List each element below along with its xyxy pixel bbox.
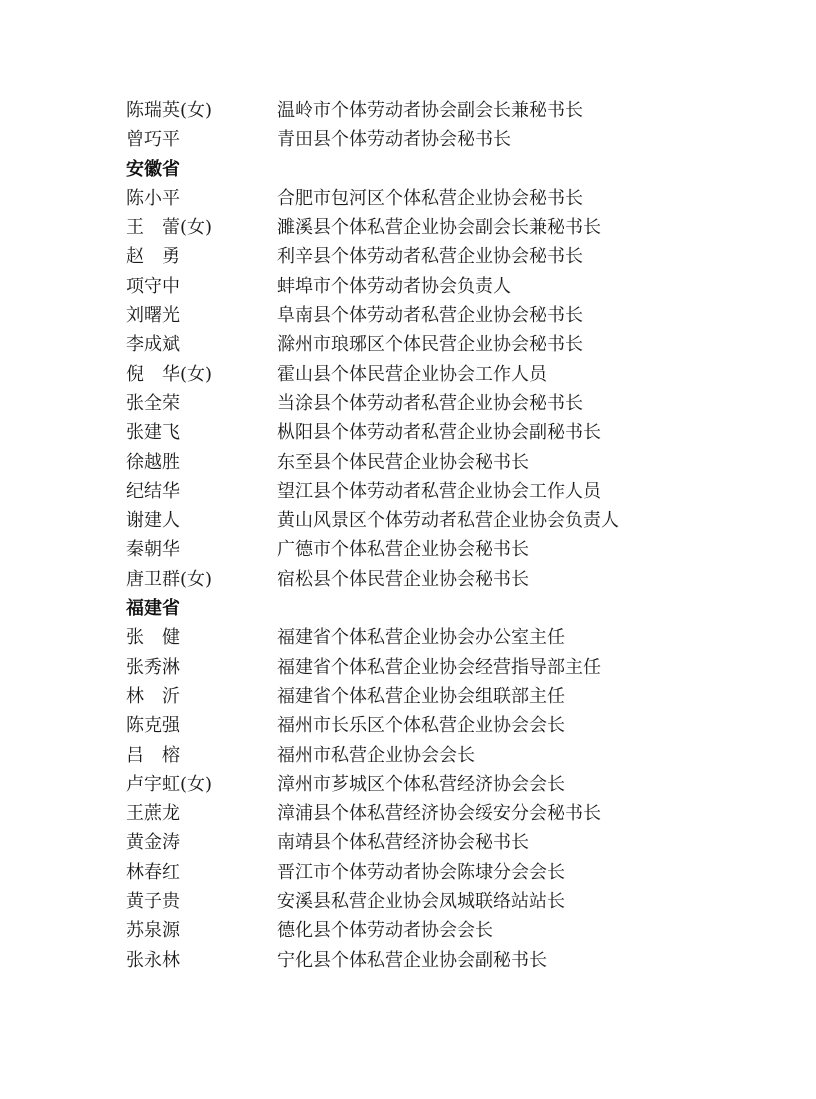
list-item: [126, 418, 686, 447]
list-item: [126, 565, 686, 594]
person-title: 安溪县私营企业协会凤城联络站站长: [277, 891, 565, 913]
person-name: 陈克强: [126, 715, 180, 737]
person-title: 利辛县个体劳动者私营企业协会秘书长: [277, 246, 583, 268]
person-name: 卢宇虹(女): [126, 773, 213, 795]
person-name: 王 蕾(女): [126, 217, 213, 239]
list-item: [126, 682, 686, 711]
person-name: 张永林: [126, 949, 180, 971]
person-title: 滁州市琅琊区个体民营企业协会秘书长: [277, 334, 583, 356]
member-list: [126, 96, 686, 975]
list-item: [126, 506, 686, 535]
person-title: 阜南县个体劳动者私营企业协会秘书长: [277, 305, 583, 327]
person-title: 福建省个体私营企业协会组联部主任: [277, 685, 565, 707]
person-title: 霍山县个体民营企业协会工作人员: [277, 363, 547, 385]
person-title: 濉溪县个体私营企业协会副会长兼秘书长: [277, 217, 601, 239]
person-name: 黄子贵: [126, 891, 180, 913]
person-name: 林 沂: [126, 685, 180, 707]
person-name: 张秀淋: [126, 656, 180, 678]
person-title: 宿松县个体民营企业协会秘书长: [277, 568, 529, 590]
list-item: [126, 330, 686, 359]
list-item: [126, 242, 686, 271]
person-name: 谢建人: [126, 510, 180, 532]
person-title: 广德市个体私营企业协会秘书长: [277, 539, 529, 561]
person-name: 秦朝华: [126, 539, 180, 561]
list-item: [126, 887, 686, 916]
person-name: 曾巧平: [126, 129, 180, 151]
person-title: 望江县个体劳动者私营企业协会工作人员: [277, 480, 601, 502]
person-title: 温岭市个体劳动者协会副会长兼秘书长: [277, 100, 583, 121]
list-item: [126, 360, 686, 389]
person-name: 项守中: [126, 275, 180, 297]
list-item: [126, 213, 686, 242]
list-item: [126, 301, 686, 330]
person-title: 漳浦县个体私营经济协会绥安分会秘书长: [277, 803, 601, 825]
person-name: 黄金涛: [126, 832, 180, 854]
province-heading: 福建省: [126, 598, 180, 620]
person-title: 漳州市芗城区个体私营经济协会会长: [277, 773, 565, 795]
list-item: [126, 711, 686, 740]
list-item: [126, 741, 686, 770]
person-name: 倪 华(女): [126, 363, 213, 385]
person-name: 林春红: [126, 861, 180, 883]
list-item: [126, 946, 686, 975]
person-name: 陈小平: [126, 187, 180, 209]
person-name: 吕 榕: [126, 744, 180, 766]
province-heading: 安徽省: [126, 158, 180, 180]
person-name: 赵 勇: [126, 246, 180, 268]
person-name: 张全荣: [126, 392, 180, 414]
person-title: 福建省个体私营企业协会经营指导部主任: [277, 656, 601, 678]
person-name: 张建飞: [126, 422, 180, 444]
list-item: [126, 858, 686, 887]
list-item: [126, 389, 686, 418]
list-item: [126, 828, 686, 857]
person-name: 陈瑞英(女): [126, 100, 213, 121]
list-item: [126, 916, 686, 945]
list-item: [126, 477, 686, 506]
person-name: 刘曙光: [126, 305, 180, 327]
person-name: 张 健: [126, 627, 180, 649]
list-item: [126, 125, 686, 154]
person-title: 蚌埠市个体劳动者协会负责人: [277, 275, 511, 297]
person-name: 唐卫群(女): [126, 568, 213, 590]
person-title: 德化县个体劳动者协会会长: [277, 920, 493, 942]
list-item: [126, 623, 686, 652]
person-title: 南靖县个体私营经济协会秘书长: [277, 832, 529, 854]
person-title: 枞阳县个体劳动者私营企业协会副秘书长: [277, 422, 601, 444]
list-item: [126, 535, 686, 564]
person-title: 当涂县个体劳动者私营企业协会秘书长: [277, 392, 583, 414]
list-item: [126, 653, 686, 682]
list-item: [126, 184, 686, 213]
person-name: 纪结华: [126, 480, 180, 502]
person-title: 东至县个体民营企业协会秘书长: [277, 451, 529, 473]
list-item: [126, 96, 686, 125]
list-item: [126, 799, 686, 828]
person-title: 晋江市个体劳动者协会陈埭分会会长: [277, 861, 565, 883]
person-name: 李成斌: [126, 334, 180, 356]
list-item: [126, 770, 686, 799]
list-item: [126, 272, 686, 301]
person-title: 福建省个体私营企业协会办公室主任: [277, 627, 565, 649]
person-name: 王蔗龙: [126, 803, 180, 825]
person-title: 福州市长乐区个体私营企业协会会长: [277, 715, 565, 737]
person-title: 青田县个体劳动者协会秘书长: [277, 129, 511, 151]
person-title: 福州市私营企业协会会长: [277, 744, 475, 766]
person-name: 徐越胜: [126, 451, 180, 473]
person-title: 合肥市包河区个体私营企业协会秘书长: [277, 187, 583, 209]
list-item: [126, 448, 686, 477]
person-name: 苏泉源: [126, 920, 180, 942]
person-title: 宁化县个体私营企业协会副秘书长: [277, 949, 547, 971]
person-title: 黄山风景区个体劳动者私营企业协会负责人: [277, 510, 619, 532]
